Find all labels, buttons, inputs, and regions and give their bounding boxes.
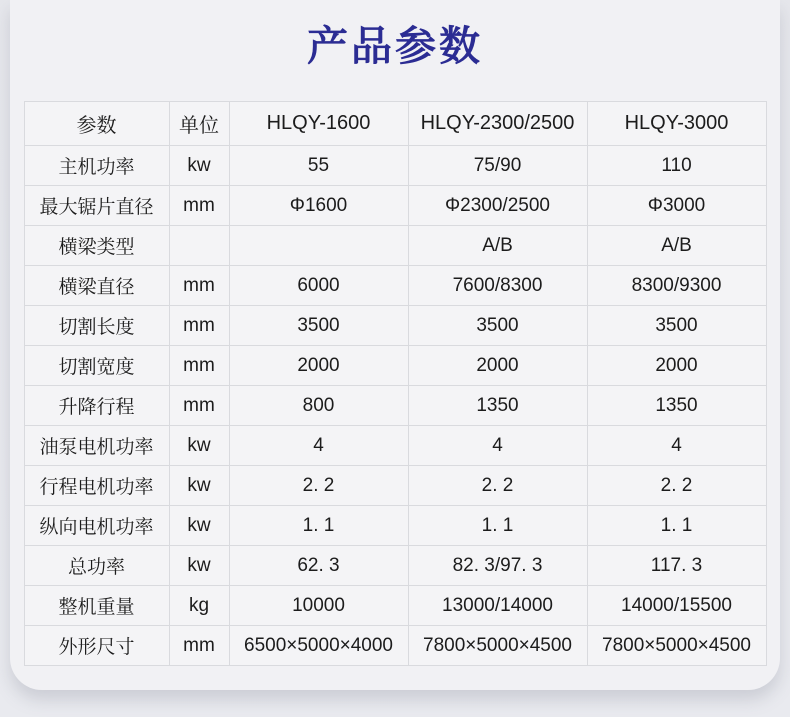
column-header-parameter: 参数 [24, 102, 169, 146]
table-row [24, 586, 766, 626]
product-parameters-table [24, 101, 767, 666]
parameter-name-cell: 总功率 [24, 546, 169, 586]
table-row [24, 226, 766, 266]
value-cell: 10000 [229, 586, 408, 626]
parameter-name-cell: 主机功率 [24, 146, 169, 186]
unit-cell: mm [169, 306, 229, 346]
unit-cell: mm [169, 346, 229, 386]
column-header-model: HLQY-1600 [229, 102, 408, 146]
value-cell: 8300/9300 [587, 266, 766, 306]
parameter-name-cell: 切割宽度 [24, 346, 169, 386]
value-cell: A/B [408, 226, 587, 266]
value-cell: Φ1600 [229, 186, 408, 226]
value-cell: 7800×5000×4500 [408, 626, 587, 666]
column-header-model: HLQY-2300/2500 [408, 102, 587, 146]
parameter-name-cell: 外形尺寸 [24, 626, 169, 666]
value-cell: 6000 [229, 266, 408, 306]
value-cell: 2. 2 [229, 466, 408, 506]
column-header-unit: 单位 [169, 102, 229, 146]
value-cell: 1. 1 [587, 506, 766, 546]
parameter-name-cell: 横梁直径 [24, 266, 169, 306]
value-cell: 7800×5000×4500 [587, 626, 766, 666]
value-cell: 3500 [587, 306, 766, 346]
value-cell: 82. 3/97. 3 [408, 546, 587, 586]
value-cell: 800 [229, 386, 408, 426]
value-cell: 2000 [408, 346, 587, 386]
unit-cell: kw [169, 546, 229, 586]
table-row [24, 306, 766, 346]
table-row [24, 546, 766, 586]
value-cell: 110 [587, 146, 766, 186]
column-header-model: HLQY-3000 [587, 102, 766, 146]
table-row [24, 186, 766, 226]
unit-cell: kg [169, 586, 229, 626]
table-row [24, 266, 766, 306]
unit-cell: kw [169, 466, 229, 506]
value-cell: 2. 2 [587, 466, 766, 506]
value-cell: 55 [229, 146, 408, 186]
value-cell: 75/90 [408, 146, 587, 186]
product-parameters-panel [10, 0, 780, 690]
unit-cell: mm [169, 386, 229, 426]
value-cell [229, 226, 408, 266]
value-cell: 6500×5000×4000 [229, 626, 408, 666]
value-cell: 14000/15500 [587, 586, 766, 626]
parameter-name-cell: 行程电机功率 [24, 466, 169, 506]
value-cell: 2000 [587, 346, 766, 386]
value-cell: Φ3000 [587, 186, 766, 226]
value-cell: 4 [408, 426, 587, 466]
unit-cell: kw [169, 146, 229, 186]
page-title: 产品参数 [307, 23, 483, 69]
parameter-name-cell: 最大锯片直径 [24, 186, 169, 226]
value-cell: 3500 [229, 306, 408, 346]
table-row [24, 466, 766, 506]
value-cell: 2. 2 [408, 466, 587, 506]
value-cell: 117. 3 [587, 546, 766, 586]
table-header [24, 102, 766, 146]
value-cell: 1. 1 [408, 506, 587, 546]
value-cell: 13000/14000 [408, 586, 587, 626]
unit-cell: mm [169, 626, 229, 666]
value-cell: 4 [229, 426, 408, 466]
unit-cell [169, 226, 229, 266]
table-row [24, 506, 766, 546]
table-row [24, 626, 766, 666]
table-header-row [24, 102, 766, 146]
value-cell: 1350 [408, 386, 587, 426]
parameter-name-cell: 整机重量 [24, 586, 169, 626]
parameter-name-cell: 升降行程 [24, 386, 169, 426]
value-cell: 7600/8300 [408, 266, 587, 306]
value-cell: 1. 1 [229, 506, 408, 546]
value-cell: 3500 [408, 306, 587, 346]
parameter-name-cell: 油泵电机功率 [24, 426, 169, 466]
value-cell: 4 [587, 426, 766, 466]
unit-cell: mm [169, 266, 229, 306]
parameter-name-cell: 纵向电机功率 [24, 506, 169, 546]
unit-cell: kw [169, 426, 229, 466]
table-row [24, 386, 766, 426]
unit-cell: kw [169, 506, 229, 546]
table-row [24, 146, 766, 186]
table-row [24, 346, 766, 386]
table-row [24, 426, 766, 466]
value-cell: A/B [587, 226, 766, 266]
parameter-name-cell: 横梁类型 [24, 226, 169, 266]
table-body [24, 146, 766, 666]
value-cell: 2000 [229, 346, 408, 386]
value-cell: 1350 [587, 386, 766, 426]
unit-cell: mm [169, 186, 229, 226]
value-cell: Φ2300/2500 [408, 186, 587, 226]
value-cell: 62. 3 [229, 546, 408, 586]
parameter-name-cell: 切割长度 [24, 306, 169, 346]
